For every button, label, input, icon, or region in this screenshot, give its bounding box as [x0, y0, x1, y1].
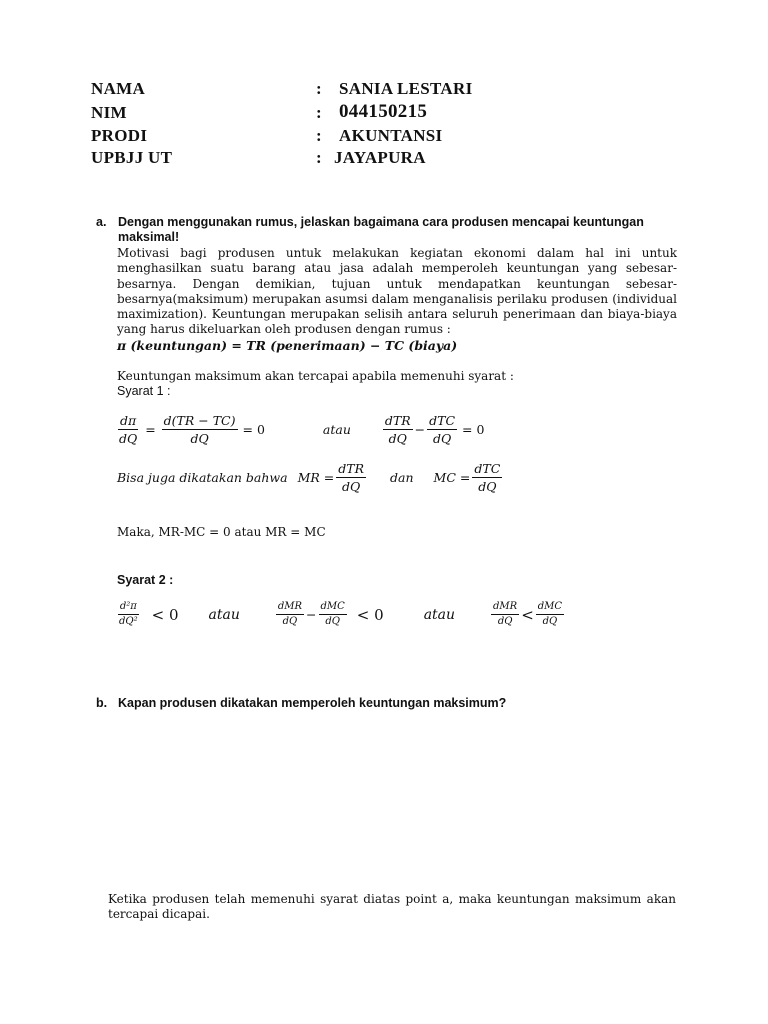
fraction-dmc-dq: [319, 601, 347, 628]
and-text: dan: [390, 470, 414, 485]
label-prodi: PRODI: [91, 126, 148, 145]
num: d(TR − TC): [163, 413, 236, 428]
fraction-mr: [336, 461, 366, 494]
num: dMR: [491, 601, 519, 615]
question-a-paragraph: Motivasi bagi produsen untuk melakukan kegiatan ekonomi dalam hal ini untuk menghasilkan suatu barang atau jasa adalah memperoleh keuntungan yang sebesar-besarnya. Dengan demikian, tujuan untuk mendapatkan keuntungan sebesar-besarnya(maksimum) merupakan asumsi dalam menganalisis perilaku produsen (individual maximization). Keuntungan merupakan selisih antara seluruh penerimaan dan biaya-biaya yang harus dikeluarkan oleh produsen dengan rumus :: [117, 246, 677, 337]
den: dQ: [325, 616, 340, 627]
den: dQ: [478, 479, 497, 494]
question-b-marker: b.: [96, 696, 108, 710]
fraction-dtr-dq: [383, 413, 413, 446]
equation-second-order: [115, 601, 566, 628]
mc-label: MC =: [433, 470, 471, 485]
fraction-dpi-dq: [117, 413, 139, 446]
num: dTC: [429, 413, 456, 428]
question-b-text: Kapan produsen dikatakan memperoleh keuntungan maksimum?: [118, 696, 507, 710]
or-text: atau: [322, 422, 351, 437]
value-prodi: AKUNTANSI: [339, 126, 443, 145]
syarat2-title: Syarat 2 :: [117, 573, 174, 587]
equals-zero-2: = 0: [462, 422, 485, 437]
fraction-dmr-dq-2: [491, 601, 519, 628]
den: dQ: [282, 616, 298, 627]
den: dQ: [119, 431, 138, 446]
den: dQ: [190, 431, 209, 446]
or-text-1: atau: [208, 606, 240, 623]
question-a-text: Dengan menggunakan rumus, jelaskan bagaimana cara produsen mencapai keuntungan maksimal!: [118, 215, 644, 244]
label-nama: NAMA: [91, 79, 146, 98]
condition-intro: Keuntungan maksimum akan tercapai apabila memenuhi syarat :: [117, 369, 514, 383]
minus-sign: −: [306, 607, 317, 622]
profit-formula: π (keuntungan) = TR (penerimaan) − TC (biaya): [117, 338, 458, 353]
question-a-marker: a.: [96, 215, 107, 229]
num: d²π: [118, 601, 139, 615]
fraction-dmr-dq: [276, 601, 304, 628]
less-than-zero-2: < 0: [356, 605, 384, 624]
label-nim: NIM: [91, 103, 127, 122]
value-nama: SANIA LESTARI: [339, 79, 473, 98]
den: dQ: [497, 616, 513, 627]
value-upbjj: JAYAPURA: [334, 148, 426, 167]
fraction-dtr-tc-dq: [162, 413, 238, 446]
prefix-text: Bisa juga dikatakan bahwa: [117, 470, 288, 485]
question-b-answer: Ketika produsen telah memenuhi syarat diatas point a, maka keuntungan maksimum akan tercapai dicapai.: [108, 892, 676, 922]
fraction-d2pi-dq2: [117, 601, 140, 628]
equation-mr-mc-def: [117, 461, 504, 494]
fraction-dmc-dq-2: [536, 601, 564, 628]
syarat1-title: Syarat 1 :: [117, 384, 171, 398]
conclusion-text: Maka, MR-MC = 0 atau MR = MC: [117, 525, 326, 539]
sep-prodi: :: [316, 126, 322, 145]
less-than-zero: < 0: [151, 605, 179, 624]
sep-upbjj: :: [316, 148, 322, 167]
fraction-dtc-dq: [427, 413, 457, 446]
num: dMC: [319, 601, 347, 615]
mr-label: MR =: [297, 470, 335, 485]
num: dπ: [120, 413, 137, 428]
fraction-mc: [472, 461, 502, 494]
less-than-sign: <: [521, 605, 534, 624]
sep-nim: :: [316, 103, 322, 122]
or-text-2: atau: [423, 606, 456, 623]
den: dQ: [542, 616, 558, 627]
minus-sign: −: [414, 422, 426, 437]
num: dMC: [536, 601, 564, 615]
num: dTR: [384, 413, 411, 428]
num: dTR: [338, 461, 365, 476]
den: dQ: [432, 431, 452, 446]
value-nim: 044150215: [339, 101, 428, 122]
num: dTC: [474, 461, 501, 476]
equals-sign: =: [141, 422, 160, 437]
equation-first-order: [115, 413, 484, 446]
num: dMR: [276, 601, 304, 615]
den: dQ: [342, 479, 361, 494]
den: dQ: [388, 431, 407, 446]
label-upbjj: UPBJJ UT: [91, 148, 173, 167]
sep-nama: :: [316, 79, 322, 98]
den: dQ²: [119, 616, 138, 627]
equals-zero: = 0: [242, 422, 265, 437]
